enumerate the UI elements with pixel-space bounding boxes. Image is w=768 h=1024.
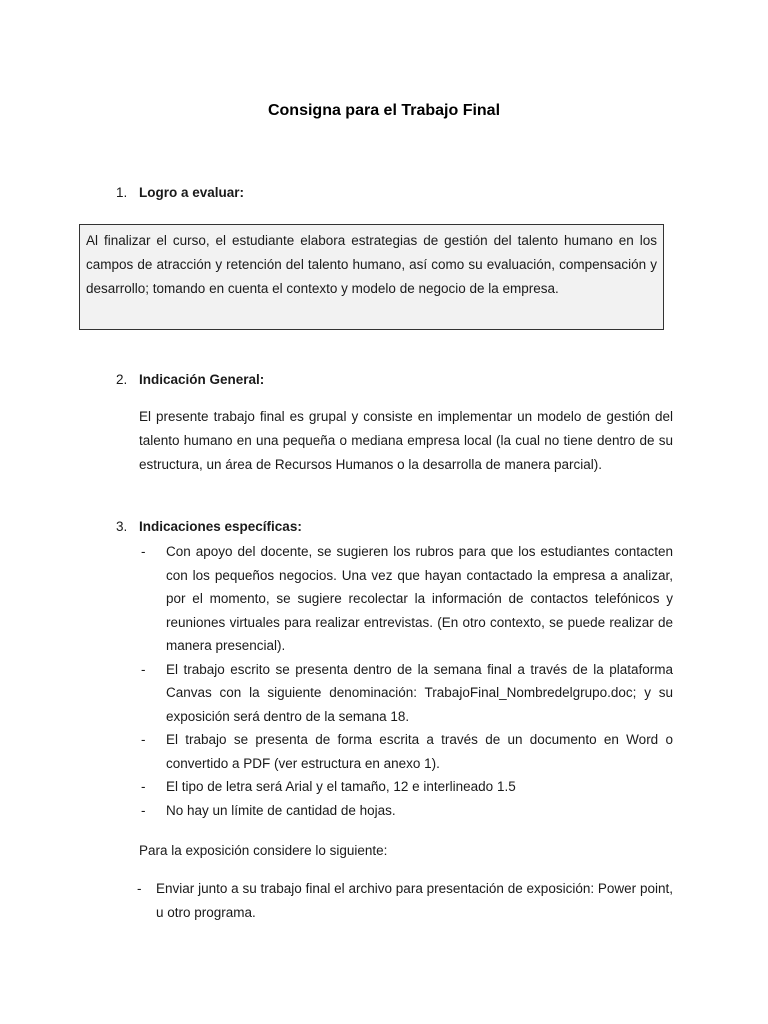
list-item (137, 877, 673, 925)
list-item-text: Con apoyo del docente, se sugieren los rubros para que los estudiantes contacten con los pequeños negocios. Una vez que hayan contactado la empresa a analizar, por el momento, se sugiere recolectar la información de contactos telefónicos y reuniones virtuales para realizar entrevistas. (En otro contexto, se puede realizar de manera presencial). (166, 544, 673, 653)
bullet-dash: - (141, 661, 146, 677)
list-item (139, 658, 673, 729)
section-heading-logro (116, 185, 244, 200)
list-item-text: El tipo de letra será Arial y el tamaño, 12 e interlineado 1.5 (166, 779, 516, 794)
exposicion-list (137, 877, 673, 925)
section-number: 2. (116, 372, 128, 387)
indicacion-general-paragraph: El presente trabajo final es grupal y consiste en implementar un modelo de gestión del talento humano en una pequeña o mediana empresa local (la cual no tiene dentro de su estructura, un área de Recursos Humanos o la desarrolla de manera parcial). (139, 409, 673, 472)
section-label: Indicación General: (139, 372, 265, 387)
list-item (139, 728, 673, 775)
list-item-text: El trabajo escrito se presenta dentro de la semana final a través de la plataforma Canvas con la siguiente denominación: TrabajoFinal_Nombredelgrupo.doc; y su exposición será dentro de la semana 18. (166, 661, 673, 724)
logro-box: Al finalizar el curso, el estudiante elabora estrategias de gestión del talento humano en los campos de atracción y retención del talento humano, así como su evaluación, compensación y desarrollo; tomando en cuenta el contexto y modelo de negocio de la empresa. (79, 224, 664, 330)
bullet-dash: - (141, 732, 146, 747)
bullet-dash: - (141, 802, 146, 818)
list-item (139, 540, 673, 658)
indicaciones-especificas-list (139, 540, 673, 822)
bullet-dash: - (141, 779, 146, 794)
list-item-text: No hay un límite de cantidad de hojas. (166, 802, 396, 818)
section-heading-indicacion-general (116, 372, 264, 387)
list-item-text: Enviar junto a su trabajo final el archivo para presentación de exposición: Power point, u otro programa. (156, 881, 673, 920)
page-title: Consigna para el Trabajo Final (267, 102, 501, 119)
section-label: Logro a evaluar: (139, 185, 245, 200)
bullet-dash: - (137, 881, 142, 896)
section-number: 3. (116, 519, 128, 534)
bullet-dash: - (141, 544, 146, 559)
section-number: 1. (116, 185, 128, 200)
section-label: Indicaciones específicas: (139, 519, 302, 534)
section-heading-indicaciones-especificas (116, 519, 302, 534)
list-item-text: El trabajo se presenta de forma escrita a través de un documento en Word o convertido a PDF (ver estructura en anexo 1). (166, 732, 673, 771)
list-item (139, 775, 673, 799)
list-item (139, 799, 673, 823)
exposicion-intro: Para la exposición considere lo siguiente: (139, 843, 388, 858)
